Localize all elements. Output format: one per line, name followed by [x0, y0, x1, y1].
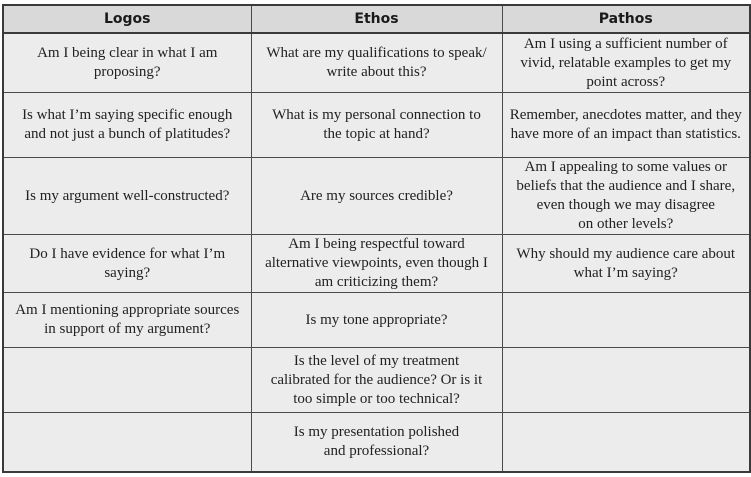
ethos-cell: What is my personal connection to the topic at hand? — [251, 93, 502, 158]
logos-cell: Am I mentioning appropriate sources in support of my argument? — [3, 293, 251, 348]
table-row — [3, 348, 750, 413]
table-row — [3, 158, 750, 235]
ethos-cell: What are my qualifications to speak/ write about this? — [251, 33, 502, 93]
table-row — [3, 235, 750, 293]
pathos-cell — [502, 348, 750, 413]
pathos-cell — [502, 293, 750, 348]
pathos-cell: Why should my audience care about what I’m saying? — [502, 235, 750, 293]
table-row — [3, 93, 750, 158]
header-logos: Logos — [3, 5, 251, 33]
header-ethos: Ethos — [251, 5, 502, 33]
logos-cell — [3, 413, 251, 473]
logos-cell: Do I have evidence for what I’m saying? — [3, 235, 251, 293]
table-row — [3, 413, 750, 473]
logos-cell: Is my argument well-constructed? — [3, 158, 251, 235]
pathos-cell: Am I using a sufficient number of vivid, relatable examples to get my point across? — [502, 33, 750, 93]
table-row — [3, 293, 750, 348]
ethos-cell: Is my tone appropriate? — [251, 293, 502, 348]
header-row — [3, 5, 750, 33]
ethos-cell: Is the level of my treatment calibrated for the audience? Or is it too simple or too technical? — [251, 348, 502, 413]
logos-cell: Is what I’m saying specific enough and not just a bunch of platitudes? — [3, 93, 251, 158]
pathos-cell: Remember, anecdotes matter, and they have more of an impact than statistics. — [502, 93, 750, 158]
pathos-cell: Am I appealing to some values or beliefs that the audience and I share, even though we may disagree on other levels? — [502, 158, 750, 235]
logos-cell: Am I being clear in what I am proposing? — [3, 33, 251, 93]
rhetoric-questions-table — [2, 4, 751, 473]
ethos-cell: Is my presentation polished and professional? — [251, 413, 502, 473]
header-pathos: Pathos — [502, 5, 750, 33]
ethos-cell: Are my sources credible? — [251, 158, 502, 235]
logos-cell — [3, 348, 251, 413]
pathos-cell — [502, 413, 750, 473]
table-row — [3, 33, 750, 93]
ethos-cell: Am I being respectful toward alternative viewpoints, even though I am criticizing them? — [251, 235, 502, 293]
